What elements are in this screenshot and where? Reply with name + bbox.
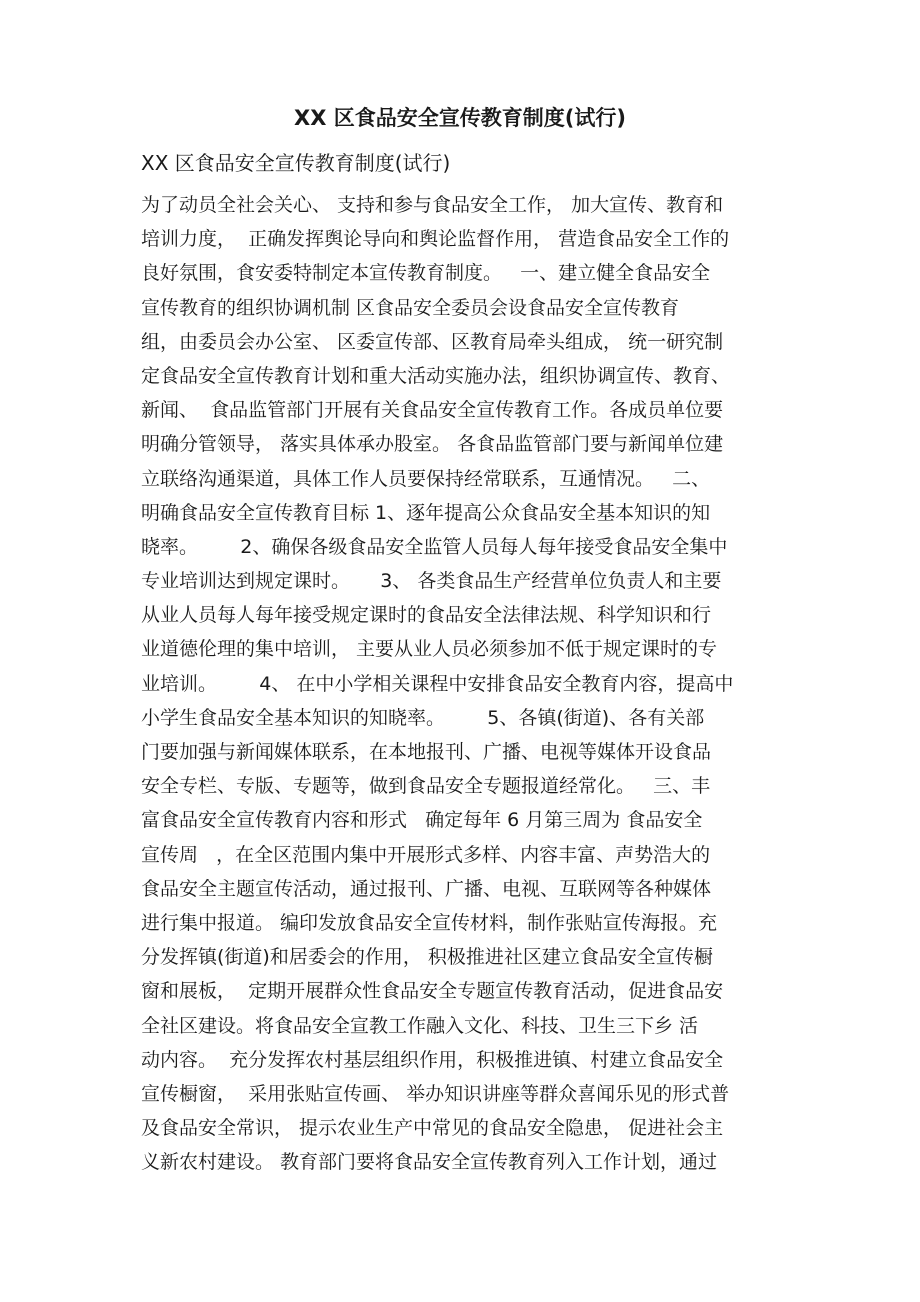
body-line: 食品安全主题宣传活动，通过报刊、广播、电视、互联网等各种媒体 [141, 877, 712, 900]
body-line: 晓率。 2、确保各级食品安全监管人员每人每年接受食品安全集中 [141, 535, 728, 558]
body-line: 为了动员全社会关心、 支持和参与食品安全工作， 加大宣传、教育和 [141, 194, 724, 216]
body-line: 专业培训达到规定课时。 3、 各类食品生产经营单位负责人和主要 [141, 570, 722, 593]
body-line: 明确分管领导， 落实具体承办股室。 各食品监管部门要与新闻单位建 [141, 433, 724, 456]
body-line: 组，由委员会办公室、 区委宣传部、区教育局牵头组成， 统一研究制 [141, 330, 724, 353]
body-line: 分发挥镇(街道)和居委会的作用， 积极推进社区建立食品安全宣传橱 [141, 946, 713, 969]
body-line: 明确食品安全宣传教育目标 1、逐年提高公众食品安全基本知识的知 [141, 501, 711, 524]
body-line: 门要加强与新闻媒体联系，在本地报刊、广播、电视等媒体开设食品 [141, 741, 712, 763]
body-line: 良好氛围，食安委特制定本宣传教育制度。 一、建立健全食品安全 [141, 262, 711, 285]
body-line: 宣传周 ，在全区范围内集中开展形式多样、内容丰富、声势浩大的 [141, 843, 711, 866]
body-line: 窗和展板， 定期开展群众性食品安全专题宣传教育活动，促进食品安 [141, 980, 724, 1003]
body-line: 业道德伦理的集中培训， 主要从业人员必须参加不低于规定课时的专 [141, 638, 718, 661]
body-line: 义新农村建设。 教育部门要将食品安全宣传教育列入工作计划，通过 [141, 1151, 718, 1174]
document-subtitle: XX 区食品安全宣传教育制度(试行) [141, 151, 451, 175]
body-line: 宣传橱窗， 采用张贴宣传画、 举办知识讲座等群众喜闻乐见的形式普 [141, 1082, 730, 1105]
body-line: 立联络沟通渠道，具体工作人员要保持经常联系，互通情况。 二、 [141, 467, 711, 490]
body-line: 动内容。 充分发挥农村基层组织作用，积极推进镇、村建立食品安全 [141, 1048, 724, 1071]
body-line: 小学生食品安全基本知识的知晓率。 5、各镇(街道)、各有关部 [141, 706, 705, 729]
body-line: 安全专栏、专版、专题等，做到食品安全专题报道经常化。 三、丰 [141, 775, 711, 798]
body-line: 全社区建设。将食品安全宣教工作融入文化、科技、卫生三下乡 活 [141, 1014, 699, 1037]
body-line: 及食品安全常识， 提示农业生产中常见的食品安全隐患， 促进社会主 [141, 1117, 724, 1140]
body-line: 从业人员每人每年接受规定课时的食品安全法律法规、科学知识和行 [141, 604, 712, 627]
body-line: 新闻、 食品监管部门开展有关食品安全宣传教育工作。各成员单位要 [141, 399, 724, 422]
body-line: 进行集中报道。 编印发放食品安全宣传材料，制作张贴宣传海报。充 [141, 911, 718, 934]
body-line: 定食品安全宣传教育计划和重大活动实施办法，组织协调宣传、教育、 [141, 364, 731, 387]
body-line: 培训力度， 正确发挥舆论导向和舆论监督作用， 营造食品安全工作的 [141, 228, 730, 251]
body-line: 富食品安全宣传教育内容和形式 确定每年 6 月第三周为 食品安全 [141, 809, 703, 832]
document-body [141, 188, 821, 1179]
body-line: 宣传教育的组织协调机制 区食品安全委员会设食品安全宣传教育 [141, 296, 680, 319]
document-title: XX 区食品安全宣传教育制度(试行) [294, 106, 626, 130]
body-line: 业培训。 4、 在中小学相关课程中安排食品安全教育内容，提高中 [141, 672, 734, 695]
